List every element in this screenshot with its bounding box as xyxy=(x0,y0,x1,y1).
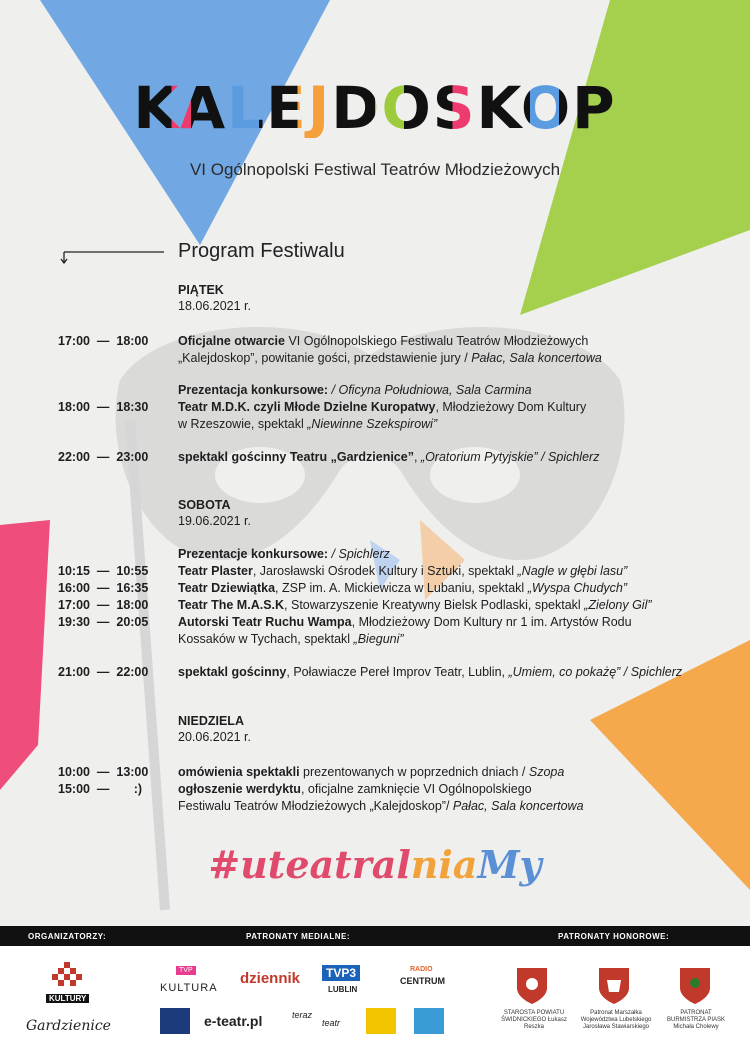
yellow-logo-icon xyxy=(366,1008,396,1034)
event-time: 17:00 — 18:00 xyxy=(58,334,149,348)
piaski-crest-icon xyxy=(680,968,710,1004)
mayor-patron-caption: PATRONAT BURMISTRZA PIASK Michała Cholewy xyxy=(666,1010,725,1030)
media-patrons-label: PATRONATY MEDIALNE: xyxy=(246,932,351,941)
marshal-patron-caption: Patronat Marszałka Województwa Lubelskiego Jarosława Stawiarskiego xyxy=(580,1010,652,1030)
program-title: Program Festiwalu xyxy=(178,240,345,262)
festival-title: KALEJDOSKOP xyxy=(133,74,617,142)
day-date-saturday: 19.06.2021 r. xyxy=(178,514,251,528)
day-name-sunday: NIEDZIELA xyxy=(178,714,244,728)
gardzienice-logo: Gardzienice xyxy=(26,1018,111,1034)
powiat-patron-caption: STAROSTA POWIATU ŚWIDNICKIEGO Łukasz Reszka xyxy=(501,1010,567,1030)
radio-centrum-text: CENTRUM xyxy=(400,976,445,986)
polskie-radio-logo-icon xyxy=(414,1008,444,1034)
publication-logo-icon xyxy=(160,1008,190,1034)
e-teatr-logo: e-teatr.pl xyxy=(204,1013,263,1029)
teraz-teatr-text: teatr xyxy=(322,1018,341,1028)
radio-centrum-logo: RADIO xyxy=(410,966,433,973)
arrow-left-icon xyxy=(60,244,164,264)
kultury-logo: KULTURY xyxy=(46,994,89,1003)
dziennik-logo: dziennik xyxy=(240,970,301,987)
event-item: Autorski Teatr Ruchu Wampa, Młodzieżowy Dom Kultury nr 1 im. Artystów Rodu Kossaków w Tychach, spektakl „Bieguni” xyxy=(178,615,632,646)
event-item: spektakl gościnny, Poławiacze Pereł Improv Teatr, Lublin, „Umiem, co pokażę” / Spichlerz xyxy=(178,665,683,679)
event-item: omówienia spektakli prezentowanych w poprzednich dniach / Szopa xyxy=(178,765,565,779)
event-item: Oficjalne otwarcie VI Ogólnopolskiego Festiwalu Teatrów Młodzieżowych „Kalejdoskop”, powitanie gości, przedstawienie jury / Pałac, Sala koncertowa xyxy=(178,334,602,365)
tvp3-lublin-text: LUBLIN xyxy=(328,985,358,994)
event-time: 16:00 — 16:35 xyxy=(58,581,149,595)
event-time: 19:30 — 20:05 xyxy=(58,615,149,629)
honor-patrons-label: PATRONATY HONOROWE: xyxy=(558,932,670,941)
festival-subtitle: VI Ogólnopolski Festiwal Teatrów Młodzieżowych xyxy=(189,160,561,179)
event-time: 10:15 — 10:55 xyxy=(58,564,149,578)
lubelskie-crest-icon xyxy=(599,968,629,1004)
event-item: spektakl gościnny Teatru „Gardzienice”, „Oratorium Pytyjskie” / Spichlerz xyxy=(178,450,600,464)
day-name-friday: PIĄTEK xyxy=(178,283,224,297)
event-item: Teatr The M.A.S.K, Stowarzyszenie Kreatywny Bielsk Podlaski, spektakl „Zielony Gil” xyxy=(178,598,652,612)
event-section-header: Prezentacje konkursowe: / Spichlerz xyxy=(178,547,390,561)
event-time: 10:00 — 13:00 xyxy=(58,765,149,779)
event-item: Teatr Plaster, Jarosławski Ośrodek Kultury i Sztuki, spektakl „Nagle w głębi lasu” xyxy=(178,564,628,578)
tvp-kultura-text: KULTURA xyxy=(160,982,218,994)
day-date-friday: 18.06.2021 r. xyxy=(178,299,251,313)
event-time: 21:00 — 22:00 xyxy=(58,665,149,679)
teraz-teatr-logo: teraz xyxy=(292,1010,313,1020)
event-time: 17:00 — 18:00 xyxy=(58,598,149,612)
event-time: 22:00 — 23:00 xyxy=(58,450,149,464)
tvp-kultura-logo: TVP xyxy=(176,966,196,975)
event-time: 18:00 — 18:30 xyxy=(58,400,149,414)
organizers-label: ORGANIZATORZY: xyxy=(28,932,107,941)
day-date-sunday: 20.06.2021 r. xyxy=(178,730,251,744)
tvp3-logo: TVP3 xyxy=(322,965,360,981)
event-item: Teatr M.D.K. czyli Młode Dzielne Kuropatwy, Młodzieżowy Dom Kultury w Rzeszowie, spektakl „Niewinne Szekspirowi” xyxy=(178,400,587,431)
kultury-logo-icon xyxy=(52,962,82,992)
event-item: Teatr Dziewiątka, ZSP im. A. Mickiewicza w Lubaniu, spektakl „Wyspa Chudych” xyxy=(178,581,628,595)
event-time: 15:00 — :) xyxy=(58,782,143,796)
powiat-crest-icon xyxy=(517,968,547,1004)
hashtag: #uteatralniaMy xyxy=(208,842,542,887)
day-name-saturday: SOBOTA xyxy=(178,498,231,512)
event-section-header: Prezentacja konkursowe: / Oficyna Południowa, Sala Carmina xyxy=(178,383,532,397)
event-item: ogłoszenie werdyktu, oficjalne zamknięcie VI Ogólnopolskiego Festiwalu Teatrów Młodzieżowych „Kalejdoskop”/ Pałac, Sala koncertowa xyxy=(178,782,584,813)
